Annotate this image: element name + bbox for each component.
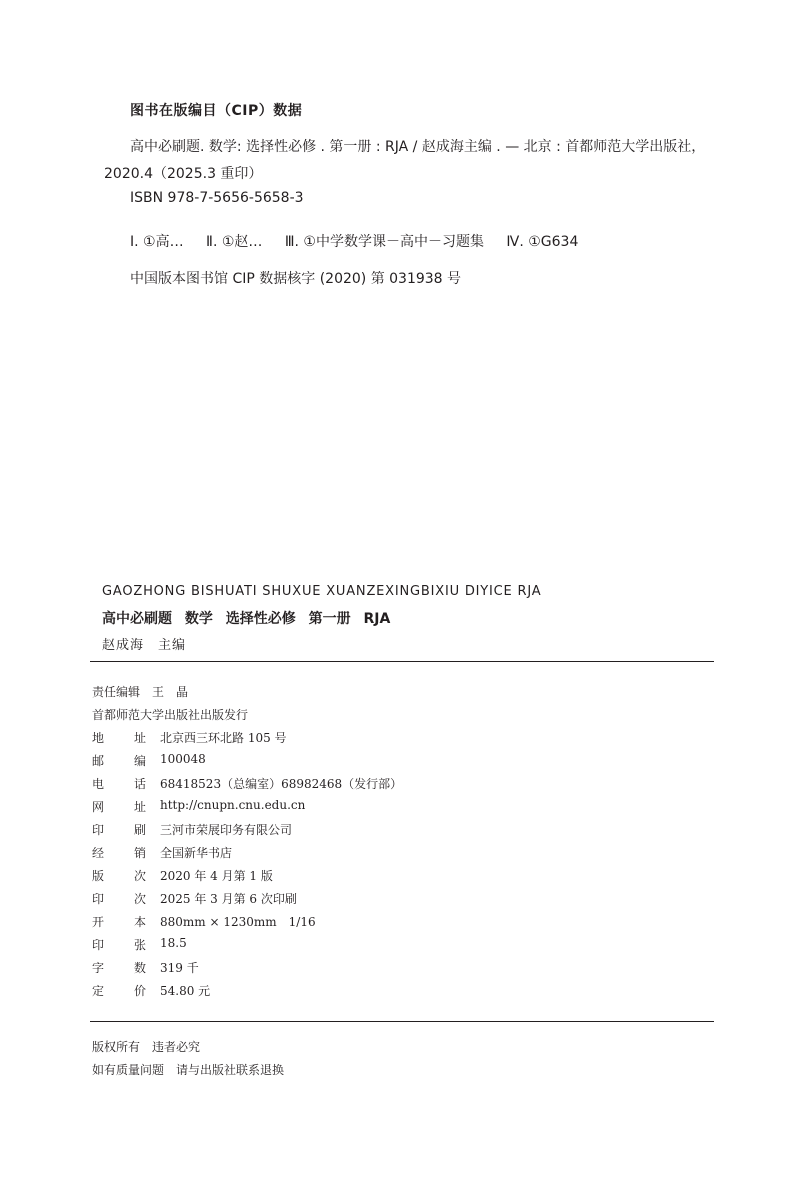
cip-title: 图书在版编目（CIP）数据 [130,103,303,119]
rights-reserved: 版权所有 [92,1040,141,1054]
info-row-printer [92,821,292,838]
info-value: http://cnupn.cnu.edu.cn [160,798,306,812]
info-label-b: 数 [134,961,147,975]
info-label-a: 网 [92,800,105,814]
info-label-a: 印 [92,823,105,837]
info-row-distributor [92,844,232,861]
info-label-a: 开 [92,915,105,929]
info-row-printing [92,890,297,907]
divider-bottom [90,1021,714,1022]
pinyin-title: GAOZHONG BISHUATI SHUXUE XUANZEXINGBIXIU DIYICE RJA [102,584,542,599]
chief-editor: 赵成海 主编 [102,638,187,653]
book-title-part-4: 第一册 [308,611,351,627]
info-value: 2025 年 3 月第 6 次印刷 [160,892,297,906]
info-value: 54.80 元 [160,984,211,998]
info-value: 68418523（总编室） [160,777,282,791]
book-title-part-3: 选择性必修 [225,611,296,627]
cip-isbn: ISBN 978-7-5656-5658-3 [130,190,304,206]
info-value: 18.5 [160,936,187,950]
info-value: 北京西三环北路 105 号 [160,731,287,745]
info-row-sheets [92,936,187,953]
book-title-part-2: 数学 [184,611,213,627]
info-label-a: 邮 [92,754,105,768]
info-label-a: 地 [92,731,105,745]
cip-class-1: Ⅰ. ①高… [130,234,184,250]
info-row-edition [92,867,273,884]
cip-class-2: Ⅱ. ①赵… [206,234,263,250]
cip-entry-line-1: 高中必刷题. 数学: 选择性必修 . 第一册 : RJA / 赵成海主编 . — 北京 : 首都师范大学出版社， [130,139,706,155]
info-value: 三河市荣展印务有限公司 [160,823,293,837]
contact-publisher: 请与出版社联系退换 [176,1063,285,1077]
info-label-a: 字 [92,961,105,975]
info-label-a: 电 [92,777,105,791]
info-value: 2020 年 4 月第 1 版 [160,869,273,883]
info-row-format [92,913,316,930]
cip-class-3: Ⅲ. ①中学数学课－高中－习题集 [284,234,484,250]
info-row-phone [92,775,402,792]
info-label-a: 定 [92,984,105,998]
info-label-b: 址 [134,800,147,814]
info-label-b: 次 [134,892,147,906]
copyright-notice [92,1038,200,1055]
infringement-warning: 违者必究 [152,1040,201,1054]
publisher: 首都师范大学出版社出版发行 [92,708,249,722]
book-title-part-1: 高中必刷题 [102,611,172,627]
info-label-a: 印 [92,938,105,952]
info-value: 全国新华书店 [160,846,233,860]
info-value-2: 68982468（发行部） [281,777,403,791]
cip-classification [130,231,596,251]
info-row-postcode [92,752,206,769]
cip-record-number: 中国版本图书馆 CIP 数据核字 (2020) 第 031938 号 [130,271,462,287]
info-value: 100048 [160,752,206,766]
info-label-b: 编 [134,754,147,768]
info-label-b: 址 [134,731,147,745]
info-label-b: 销 [134,846,147,860]
info-label-b: 本 [134,915,147,929]
info-row-website [92,798,305,815]
info-row-address [92,729,287,746]
info-label-b: 话 [134,777,147,791]
quality-issue: 如有质量问题 [92,1063,165,1077]
info-label-a: 经 [92,846,105,860]
info-row-word-count [92,959,199,976]
responsible-editor: 责任编辑 王 晶 [92,685,189,699]
divider-top [90,661,714,662]
info-row-price [92,982,210,999]
info-value: 319 千 [160,961,199,975]
info-label-b: 价 [134,984,147,998]
info-label-b: 刷 [134,823,147,837]
info-value: 880mm × 1230mm 1/16 [160,915,316,929]
info-label-b: 张 [134,938,147,952]
book-title [102,608,398,628]
quality-notice [92,1061,284,1078]
info-label-b: 次 [134,869,147,883]
cip-entry-line-2: 2020.4（2025.3 重印） [104,166,263,182]
book-title-part-5: RJA [363,611,391,627]
info-label-a: 印 [92,892,105,906]
cip-class-4: Ⅳ. ①G634 [506,234,579,250]
info-label-a: 版 [92,869,105,883]
